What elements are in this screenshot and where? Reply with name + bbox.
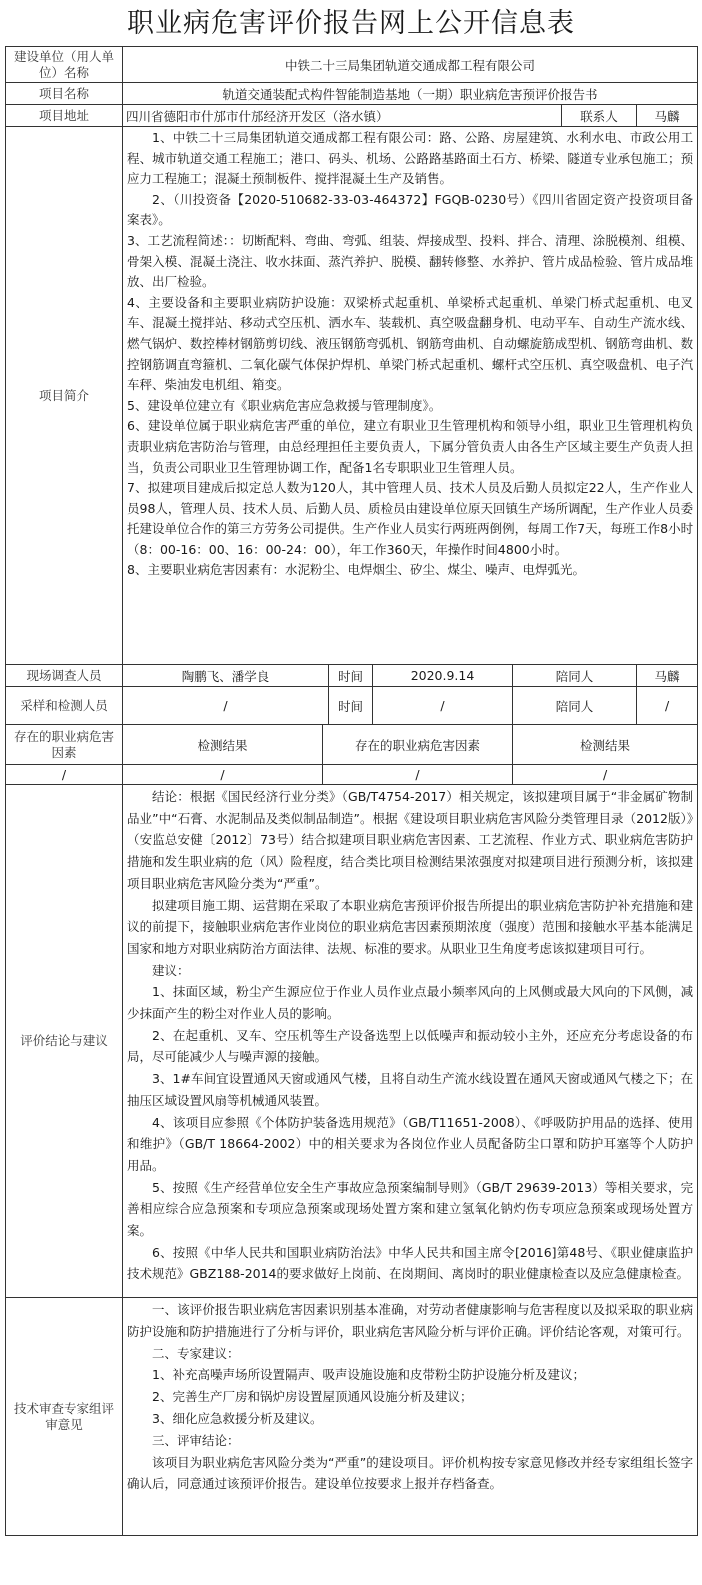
conclusion-paragraph: 5、按照《生产经营单位安全生产事故应急预案编制导则》（GB/T 29639-2013）等相关要求，完善相应综合应急预案和专项应急预案或现场处置方案和建立氢氧化钠灼伤专项应急预案或现场处置方案。 (127, 1179, 694, 1239)
survey-label: 现场调查人员 (6, 665, 123, 687)
table-row (6, 83, 698, 105)
review-paragraph: 三、评审结论： (152, 1432, 240, 1448)
review-paragraph: 1、补充高噪声场所设置隔声、吸声设施设施和皮带粉尘防护设施分析及建议； (152, 1367, 585, 1383)
review-paragraph: 2、完善生产厂房和锅炉房设置屋顶通风设施分析及建议； (152, 1389, 473, 1405)
conclusion-paragraph: 拟建项目施工期、运营期在采取了本职业病危害预评价报告所提出的职业病危害防护补充措施和建议的前提下，接触职业病危害作业岗位的职业病危害因素预期浓度（强度）范围和接触水平基本能满足国家和地方对职业病防治方面法律、法规、标准的要求。从职业卫生角度考虑该拟建项目可行。 (127, 897, 694, 956)
hazard-col4-header: 检测结果 (513, 725, 698, 765)
table-row (6, 1298, 698, 1536)
survey-accomp-label: 陪同人 (513, 665, 637, 687)
review-label: 技术审查专家组评审意见 (6, 1298, 123, 1536)
conclusion-label: 评价结论与建议 (6, 785, 123, 1298)
conclusion-body (123, 785, 698, 1298)
intro-label: 项目简介 (6, 127, 123, 665)
hazard-col2-header: 检测结果 (123, 725, 323, 765)
conclusion-paragraph: 结论：根据《国民经济行业分类》（GB/T4754-2017）相关规定，该拟建项目属于“非金属矿物制品业”中“石膏、水泥制品及类似制品制造”。根据《建设项目职业病危害风险分类管理目录（2012版）》（安监总安健〔2012〕73号）结合拟建项目职业病危害因素、工艺流程、作业方式、职业病危害防护措施和发生职业病的危（风）险程度，结合类比项目检测结果浓强度对拟建项目进行预测分析，该拟建项目职业病危害风险分类为“严重”。 (127, 789, 694, 891)
project-value: 轨道交通装配式构件智能制造基地（一期）职业病危害预评价报告书 (123, 83, 698, 105)
project-label: 项目名称 (6, 83, 123, 105)
conclusion-paragraph: 6、按照《中华人民共和国职业病防治法》中华人民共和国主席令[2016]第48号、《职业健康监护技术规范》GBZ188-2014的要求做好上岗前、在岗期间、离岗时的职业健康检查以及应急健康检查。 (127, 1244, 694, 1282)
table-row (6, 105, 698, 127)
conclusion-paragraph: 4、该项目应参照《个体防护装备选用规范》（GB/T11651-2008）、《呼吸防护用品的选择、使用和维护》（GB/T 18664-2002）中的相关要求为各岗位作业人员配备防尘口罩和防护耳塞等个人防护用品。 (127, 1114, 694, 1173)
review-paragraph: 3、细化应急救援分析及建议。 (152, 1410, 323, 1426)
hazard-value-3: / (323, 765, 513, 785)
conclusion-paragraph: 2、在起重机、叉车、空压机等生产设备选型上以低噪声和振动较小主外，还应充分考虑设备的布局，尽可能减少人与噪声源的接触。 (127, 1027, 694, 1065)
unit-value: 中铁二十三局集团轨道交通成都工程有限公司 (123, 47, 698, 83)
survey-time-value: 2020.9.14 (373, 665, 513, 687)
review-paragraph: 二、专家建议： (152, 1345, 240, 1361)
address-value: 四川省德阳市什邡市什邡经济开发区（洛水镇） (123, 105, 562, 127)
intro-paragraph: 7、拟建项目建成后拟定总人数为120人，其中管理人员、技术人员及后勤人员拟定22人，生产作业人员98人，管理人员、技术人员、后勤人员、质检员由建设单位原天回镇生产场所调配，生产作业人员委托建设单位合作的第三方劳务公司提供。生产作业人员实行两班两倒例，每周工作7天，每班工作8小时（8：00-16：00、16：00-24：00），年工作360天，年操作时间4800小时。 (127, 480, 694, 557)
hazard-value-4: / (513, 765, 698, 785)
conclusion-paragraph: 1、抹面区域，粉尘产生源应位于作业人员作业点最小频率风向的上风侧或最大风向的下风侧，减少抹面产生的粉尘对作业人员的影响。 (127, 984, 694, 1022)
hazard-col3-header: 存在的职业病危害因素 (323, 725, 513, 765)
unit-label: 建设单位（用人单位）名称 (6, 47, 123, 83)
sampling-time-label: 时间 (329, 687, 373, 725)
sampling-accomp-value: / (637, 687, 698, 725)
page-title: 职业病危害评价报告网上公开信息表 (127, 8, 575, 39)
sampling-accomp-label: 陪同人 (513, 687, 637, 725)
survey-value: 陶鹏飞、潘学良 (123, 665, 329, 687)
review-paragraph: 一、该评价报告职业病危害因素识别基本准确，对劳动者健康影响与危害程度以及拟采取的职业病防护设施和防护措施进行了分析与评价，职业病危害风险分析与评价正确。评价结论客观，对策可行。 (127, 1302, 694, 1339)
conclusion-paragraph: 建议： (152, 962, 190, 978)
info-table (5, 46, 698, 1536)
contact-label: 联系人 (562, 105, 637, 127)
intro-paragraph: 2、（川投资备【2020-510682-33-03-464372】FGQB-0230号）《四川省固定资产投资项目备案表》。 (127, 191, 694, 228)
intro-paragraph: 8、主要职业病危害因素有：水泥粉尘、电焊烟尘、矽尘、煤尘、噪声、电焊弧光。 (127, 562, 585, 578)
survey-accomp-value: 马麟 (637, 665, 698, 687)
intro-paragraph: 4、主要设备和主要职业病防护设施：双梁桥式起重机、单梁桥式起重机、单梁门桥式起重机、电叉车、混凝土搅拌站、移动式空压机、洒水车、装载机、真空吸盘翻身机、电动平车、自动生产流水线、燃气锅炉、数控棒材钢筋剪切线、液压钢筋弯弧机、钢筋弯曲机、自动螺旋筋成型机、钢筋弯曲机、数控钢筋调直弯箍机、二氧化碳气体保护焊机、单梁门桥式起重机、螺杆式空压机、真空吸盘机、电子汽车秤、柴油发电机组、箱变。 (127, 294, 694, 393)
sampling-label: 采样和检测人员 (6, 687, 123, 725)
intro-paragraph: 6、建设单位属于职业病危害严重的单位，建立有职业卫生管理机构和领导小组，职业卫生管理机构负责职业病危害防治与管理，由总经理担任主要负责人，下属分管负责人由各生产区域主要生产负责人担当，负责公司职业卫生管理协调工作，配备1名专职职业卫生管理人员。 (127, 418, 694, 475)
sampling-time-value: / (373, 687, 513, 725)
survey-time-label: 时间 (329, 665, 373, 687)
intro-paragraph: 5、建设单位建立有《职业病危害应急救援与管理制度》。 (127, 397, 442, 413)
hazard-col1-header: 存在的职业病危害因素 (6, 725, 123, 765)
intro-body (123, 127, 698, 665)
table-row (6, 47, 698, 83)
hazard-value-2: / (123, 765, 323, 785)
conclusion-paragraph: 3、1#车间宜设置通风天窗或通风气楼，且将自动生产流水线设置在通风天窗或通风气楼之下；在抽压区域设置风扇等机械通风装置。 (127, 1071, 694, 1108)
intro-paragraph: 3、工艺流程简述：：切断配料、弯曲、弯弧、组装、焊接成型、投料、拌合、清理、涂脱模剂、组模、骨架入模、混凝土浇注、收水抹面、蒸汽养护、脱模、翻转修整、水养护、管片成品检验、管片成品堆放、出厂检验。 (127, 232, 694, 290)
table-row (6, 665, 698, 687)
review-body (123, 1298, 698, 1536)
sampling-value: / (123, 687, 329, 725)
table-row (6, 725, 698, 765)
hazard-value-1: / (6, 765, 123, 785)
table-row (6, 765, 698, 785)
table-row (6, 127, 698, 665)
address-label: 项目地址 (6, 105, 123, 127)
table-row (6, 687, 698, 725)
intro-paragraph: 1、中铁二十三局集团轨道交通成都工程有限公司：路、公路、房屋建筑、水利水电、市政公用工程、城市轨道交通工程施工；港口、码头、机场、公路路基路面土石方、桥梁、隧道专业承包施工；预应力工程施工；混凝土预制板件、搅拌混凝土生产及销售。 (127, 130, 694, 187)
review-paragraph: 该项目为职业病危害风险分类为“严重”的建设项目。评价机构按专家意见修改并经专家组组长签字确认后，同意通过该预评价报告。建设单位按要求上报并存档备查。 (127, 1454, 694, 1492)
table-row (6, 785, 698, 1298)
contact-value: 马麟 (637, 105, 698, 127)
